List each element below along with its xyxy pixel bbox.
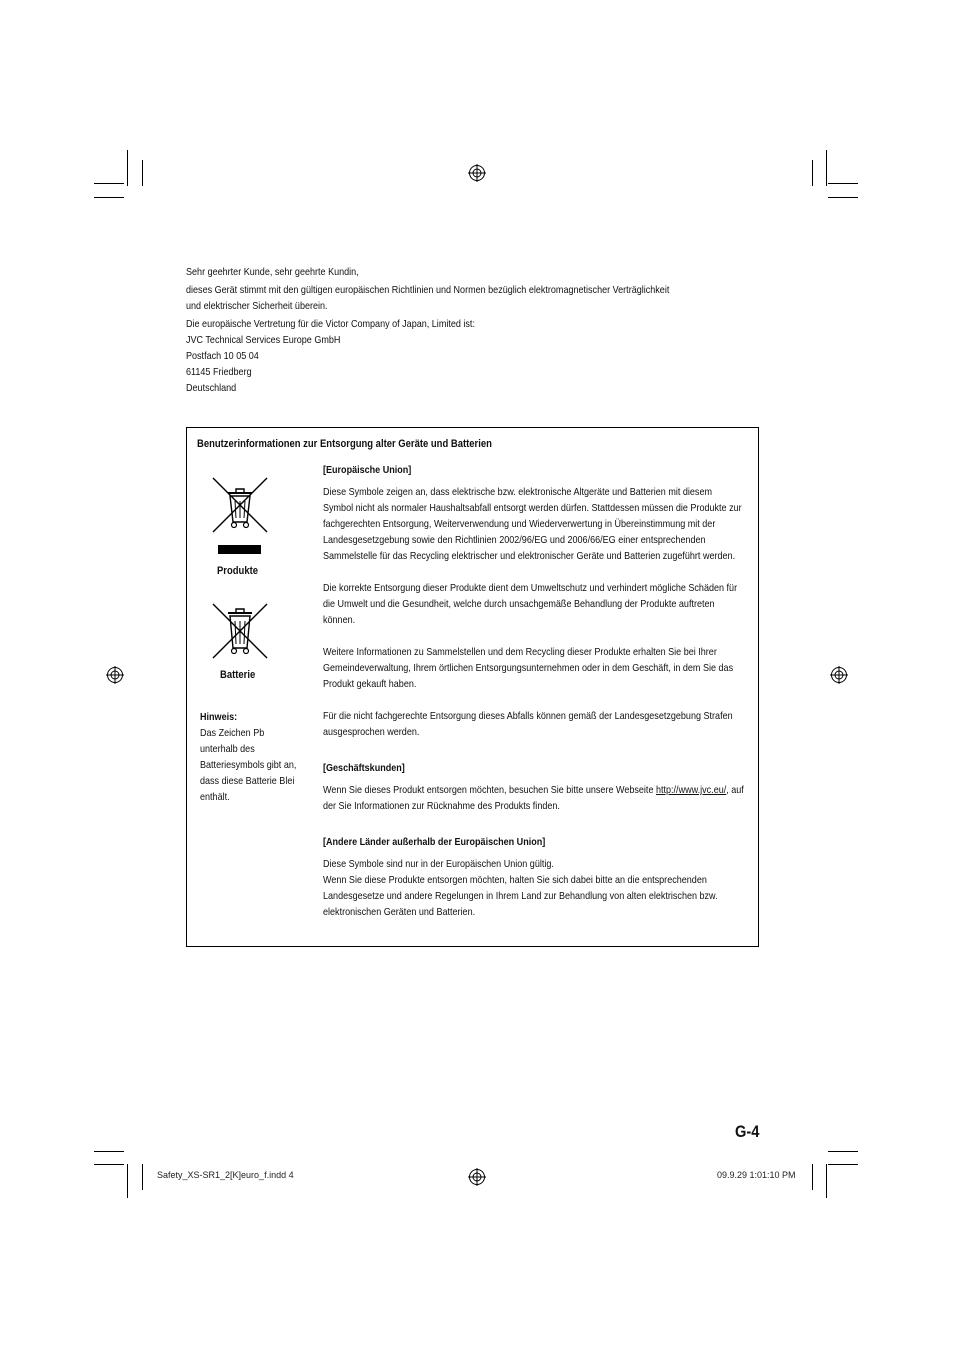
other-countries-paragraph: Wenn Sie diese Produkte entsorgen möchten, halten Sie sich dabei bitte an die entsprechenden Landesgesetze und andere Regelungen in Ihrem Land zur Behandlung von alten elektrischen bzw. elektronischen Geräten und Batterien. (323, 874, 718, 918)
address-line: JVC Technical Services Europe GmbH (186, 334, 341, 346)
crop-mark (94, 183, 124, 184)
compliance-statement: dieses Gerät stimmt mit den gültigen europäischen Richtlinien und Normen bezüglich elektromagnetischer Verträglichkeit und elektrischer Sicherheit überein. (186, 284, 670, 312)
business-text-after: , auf der Sie Informationen zur Rücknahme des Produkts finden. (323, 784, 744, 812)
crop-mark (94, 1164, 124, 1165)
page-number: G-4 (735, 1122, 760, 1141)
intro-section (186, 264, 685, 396)
crop-mark (828, 183, 858, 184)
info-column (323, 462, 744, 920)
crop-mark (826, 150, 827, 186)
registration-mark-icon (468, 1168, 486, 1186)
box-title: Benutzerinformationen zur Entsorgung alter Geräte und Batterien (197, 438, 492, 450)
crop-mark (828, 1151, 858, 1152)
black-bar-mark (218, 545, 261, 554)
eu-paragraph: Für die nicht fachgerechte Entsorgung dieses Abfalls können gemäß der Landesgesetzgebung Strafen ausgesprochen werden. (323, 710, 733, 738)
crop-mark (94, 1151, 124, 1152)
disposal-info-box (186, 427, 759, 947)
eu-paragraph: Diese Symbole zeigen an, dass elektrische bzw. elektronische Altgeräte und Batterien mit diesem Symbol nicht als normaler Haushaltsabfall entsorgt werden dürfen. Stattdessen müssen die Produkte zur fachgerechten Entsorgung, Weiterverwendung und Wiederverwertung in Übereinstimmung mit der Landesgesetzgebung sowie den Richtlinien 2002/96/EG und 2006/66/EG einer entsprechenden Sammelstelle für das Recycling elektrischer und elektronischer Geräte und Batterien zugeführt werden. (323, 486, 742, 562)
registration-mark-icon (830, 666, 848, 684)
business-heading: [Geschäftskunden] (323, 762, 405, 774)
crop-mark (127, 1164, 128, 1198)
address-line: Deutschland (186, 382, 237, 394)
registration-mark-icon (106, 666, 124, 684)
crop-mark (94, 197, 124, 198)
note-heading: Hinweis: (200, 711, 238, 723)
crossed-bin-icon (211, 476, 269, 534)
crop-mark (142, 1164, 143, 1190)
eu-paragraph: Die korrekte Entsorgung dieser Produkte dient dem Umweltschutz und verhindert mögliche Schäden für die Umwelt und die Gesundheit, welche durch unsachgemäße Behandlung der Produkte auftreten können. (323, 582, 738, 626)
crop-mark (828, 197, 858, 198)
note-text: Das Zeichen Pb unterhalb des Batteriesymbols gibt an, dass diese Batterie Blei enthält. (200, 727, 297, 803)
greeting: Sehr geehrter Kunde, sehr geehrte Kundin, (186, 266, 359, 278)
representative-statement: Die europäische Vertretung für die Victor Company of Japan, Limited ist: (186, 318, 475, 330)
file-slug: Safety_XS-SR1_2[K]euro_f.indd 4 (157, 1170, 294, 1180)
crop-mark (828, 1164, 858, 1165)
crop-mark (812, 160, 813, 186)
jvc-website-link[interactable]: http://www.jvc.eu/ (655, 784, 727, 796)
other-countries-paragraph: Diese Symbole sind nur in der Europäischen Union gültig. (323, 858, 554, 870)
crop-mark (826, 1164, 827, 1198)
battery-label: Batterie (220, 669, 256, 681)
eu-heading: [Europäische Union] (323, 464, 412, 476)
products-label: Produkte (217, 565, 259, 577)
business-paragraph (323, 782, 744, 814)
business-text: Wenn Sie dieses Produkt entsorgen möchten, besuchen Sie bitte unsere Webseite (323, 784, 654, 796)
date-slug: 09.9.29 1:01:10 PM (717, 1170, 796, 1180)
registration-mark-icon (468, 164, 486, 182)
crossed-battery-bin-icon (211, 602, 269, 660)
eu-paragraph: Weitere Informationen zu Sammelstellen und dem Recycling dieser Produkte erhalten Sie bei Ihrer Gemeindeverwaltung, Ihrem örtlichen Entsorgungsunternehmen oder in dem Geschäft, in dem Sie das Produkt gekauft haben. (323, 646, 734, 690)
address-line: 61145 Friedberg (186, 366, 252, 378)
crop-mark (127, 150, 128, 186)
note-section (200, 709, 303, 805)
address-line: Postfach 10 05 04 (186, 350, 259, 362)
crop-mark (142, 160, 143, 186)
other-countries-heading: [Andere Länder außerhalb der Europäischen Union] (323, 836, 546, 848)
crop-mark (812, 1164, 813, 1190)
